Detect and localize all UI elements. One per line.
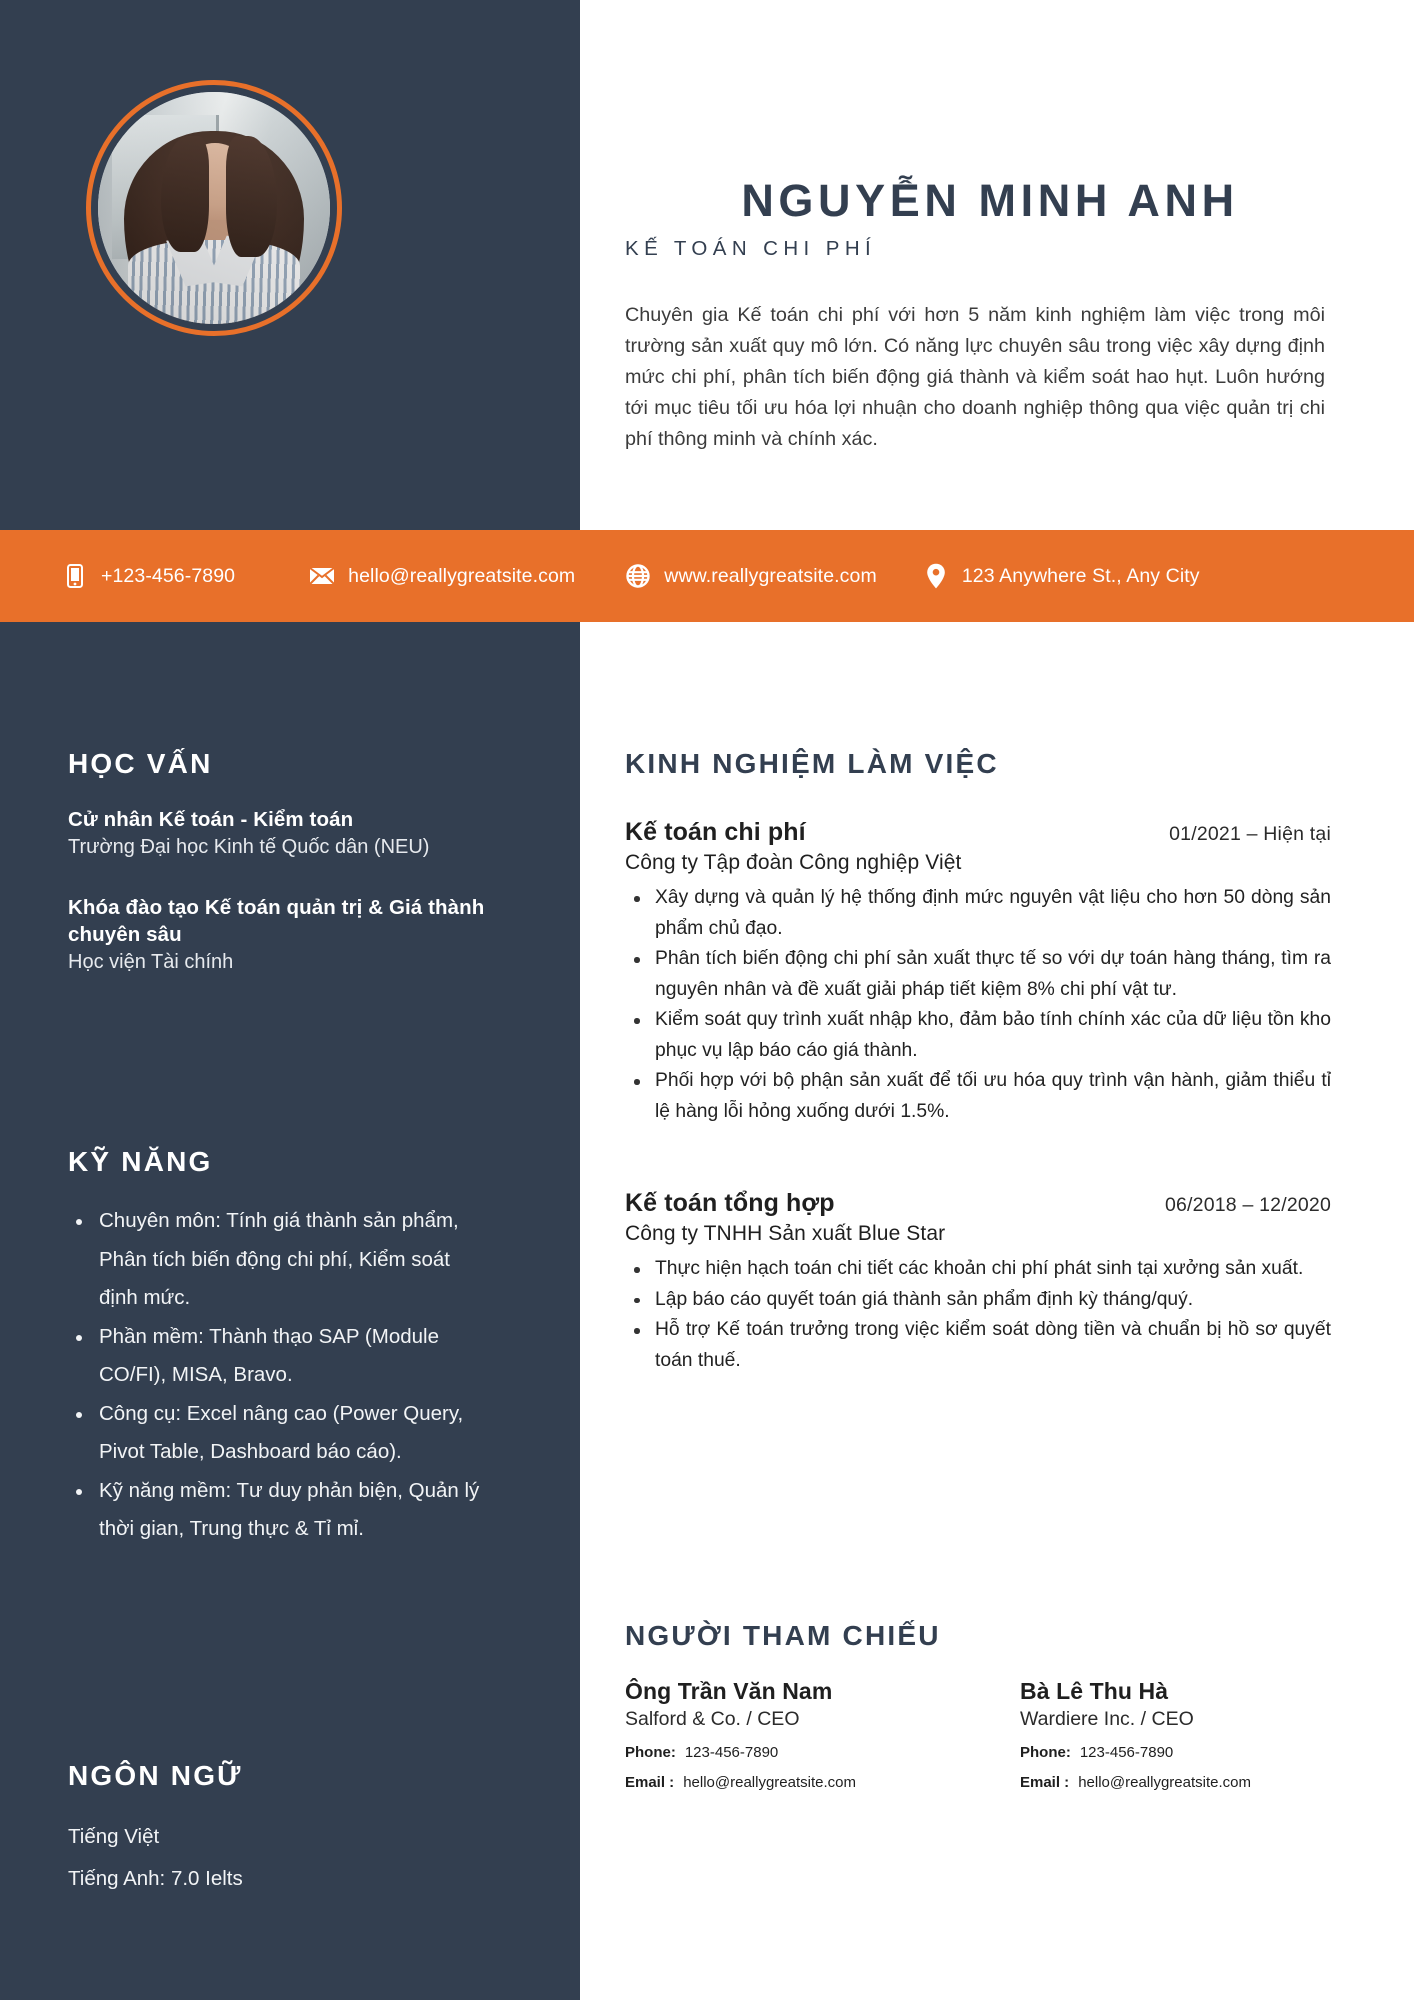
education-school: Trường Đại học Kinh tế Quốc dân (NEU) bbox=[68, 836, 430, 858]
education-degree: Khóa đào tạo Kế toán quản trị & Giá thành chuyên sâu bbox=[68, 896, 485, 946]
job-company: Công ty TNHH Sản xuất Blue Star bbox=[625, 1222, 946, 1245]
contact-phone-text: +123-456-7890 bbox=[101, 564, 236, 587]
language-item: Tiếng Việt bbox=[68, 1825, 160, 1848]
skills-heading: KỸ NĂNG bbox=[68, 1146, 213, 1177]
contact-address[interactable] bbox=[923, 563, 1200, 589]
reference-role: Wardiere Inc. / CEO bbox=[1020, 1708, 1194, 1730]
job-role-subtitle: KẾ TOÁN CHI PHÍ bbox=[625, 237, 877, 260]
phone-label: Phone: bbox=[625, 1744, 676, 1761]
contact-phone[interactable] bbox=[62, 563, 235, 589]
education-item bbox=[68, 894, 486, 977]
list-item: Kỹ năng mềm: Tư duy phản biện, Quản lý thời gian, Trung thực & Tỉ mỉ. bbox=[68, 1472, 486, 1549]
skills-section bbox=[68, 1146, 486, 1549]
experience-job bbox=[625, 1189, 1331, 1376]
reference-email-value: hello@reallygreatsite.com bbox=[683, 1774, 856, 1791]
reference-name: Ông Trần Văn Nam bbox=[625, 1678, 833, 1704]
experience-section bbox=[625, 748, 1331, 1376]
job-bullet-list bbox=[625, 883, 1331, 1127]
references-heading: NGƯỜI THAM CHIẾU bbox=[625, 1620, 941, 1651]
list-item: Kiểm soát quy trình xuất nhập kho, đảm bảo tính chính xác của dữ liệu tồn kho phục vụ lập báo cáo giá thành. bbox=[625, 1005, 1331, 1066]
list-item: Xây dựng và quản lý hệ thống định mức nguyên vật liệu cho hơn 50 dòng sản phẩm chủ đạo. bbox=[625, 883, 1331, 944]
avatar-photo bbox=[98, 92, 330, 324]
reference-email-value: hello@reallygreatsite.com bbox=[1078, 1774, 1251, 1791]
reference-role: Salford & Co. / CEO bbox=[625, 1708, 800, 1730]
reference-phone-value: 123-456-7890 bbox=[684, 1744, 779, 1761]
location-pin-icon bbox=[923, 563, 949, 589]
envelope-icon bbox=[309, 563, 335, 589]
profile-summary: Chuyên gia Kế toán chi phí với hơn 5 năm kinh nghiệm làm việc trong môi trường sản xuất quy mô lớn. Có năng lực chuyên sâu trong việc xây dựng định mức chi phí, phân tích biến động giá thành và kiểm soát hao hụt. Luôn hướng tới mục tiêu tối ưu hóa lợi nhuận cho doanh nghiệp thông qua việc quản trị chi phí thông minh và chính xác. bbox=[625, 304, 1325, 450]
references-section bbox=[625, 1620, 1331, 1791]
job-company: Công ty Tập đoàn Công nghiệp Việt bbox=[625, 851, 962, 874]
page-title: NGUYỄN MINH ANH bbox=[741, 175, 1239, 226]
languages-heading: NGÔN NGỮ bbox=[68, 1760, 243, 1791]
languages-section bbox=[68, 1760, 486, 1900]
contact-address-text: 123 Anywhere St., Any City bbox=[961, 564, 1200, 587]
avatar bbox=[86, 80, 342, 336]
education-degree: Cử nhân Kế toán - Kiểm toán bbox=[68, 808, 354, 831]
list-item: Phần mềm: Thành thạo SAP (Module CO/FI), MISA, Bravo. bbox=[68, 1318, 486, 1395]
phone-label: Phone: bbox=[1020, 1744, 1071, 1761]
list-item: Thực hiện hạch toán chi tiết các khoản chi phí phát sinh tại xưởng sản xuất. bbox=[625, 1254, 1331, 1285]
contact-email-text: hello@reallygreatsite.com bbox=[348, 564, 576, 587]
job-date: 01/2021 – Hiện tại bbox=[1169, 823, 1331, 845]
reference-card bbox=[625, 1678, 936, 1791]
job-title: Kế toán tổng hợp bbox=[625, 1189, 835, 1217]
globe-icon bbox=[625, 563, 651, 589]
list-item: Chuyên môn: Tính giá thành sản phẩm, Phân tích biến động chi phí, Kiểm soát định mức. bbox=[68, 1202, 486, 1318]
reference-phone bbox=[1020, 1744, 1331, 1761]
education-item bbox=[68, 806, 486, 862]
phone-icon bbox=[62, 563, 88, 589]
language-item: Tiếng Anh: 7.0 Ielts bbox=[68, 1867, 243, 1890]
email-label: Email : bbox=[625, 1774, 675, 1791]
list-item: Phân tích biến động chi phí sản xuất thực tế so với dự toán hàng tháng, tìm ra nguyên nhân và đề xuất giải pháp tiết kiệm 8% chi phí vật tư. bbox=[625, 944, 1331, 1005]
reference-phone-value: 123-456-7890 bbox=[1079, 1744, 1174, 1761]
email-label: Email : bbox=[1020, 1774, 1070, 1791]
contact-website[interactable] bbox=[625, 563, 877, 589]
reference-email bbox=[1020, 1774, 1331, 1791]
job-date: 06/2018 – 12/2020 bbox=[1164, 1194, 1331, 1216]
contact-bar bbox=[0, 530, 1414, 622]
references-list bbox=[625, 1678, 1331, 1791]
experience-job bbox=[625, 818, 1331, 1127]
job-bullet-list bbox=[625, 1254, 1331, 1376]
contact-website-text: www.reallygreatsite.com bbox=[664, 564, 877, 587]
reference-phone bbox=[625, 1744, 936, 1761]
list-item: Lập báo cáo quyết toán giá thành sản phẩm định kỳ tháng/quý. bbox=[625, 1285, 1331, 1316]
reference-email bbox=[625, 1774, 936, 1791]
experience-heading: KINH NGHIỆM LÀM VIỆC bbox=[625, 748, 999, 779]
list-item: Phối hợp với bộ phận sản xuất để tối ưu hóa quy trình vận hành, giảm thiểu tỉ lệ hàng lỗi hỏng xuống dưới 1.5%. bbox=[625, 1066, 1331, 1127]
reference-name: Bà Lê Thu Hà bbox=[1020, 1678, 1169, 1704]
name-block bbox=[625, 175, 1355, 261]
education-heading: HỌC VẤN bbox=[68, 748, 213, 779]
list-item: Công cụ: Excel nâng cao (Power Query, Pivot Table, Dashboard báo cáo). bbox=[68, 1395, 486, 1472]
list-item: Hỗ trợ Kế toán trưởng trong việc kiểm soát dòng tiền và chuẩn bị hồ sơ quyết toán thuế. bbox=[625, 1315, 1331, 1376]
education-section bbox=[68, 748, 486, 977]
contact-email[interactable] bbox=[309, 563, 575, 589]
education-school: Học viện Tài chính bbox=[68, 951, 234, 973]
skills-list bbox=[68, 1202, 486, 1549]
job-title: Kế toán chi phí bbox=[625, 818, 806, 846]
reference-card bbox=[1020, 1678, 1331, 1791]
